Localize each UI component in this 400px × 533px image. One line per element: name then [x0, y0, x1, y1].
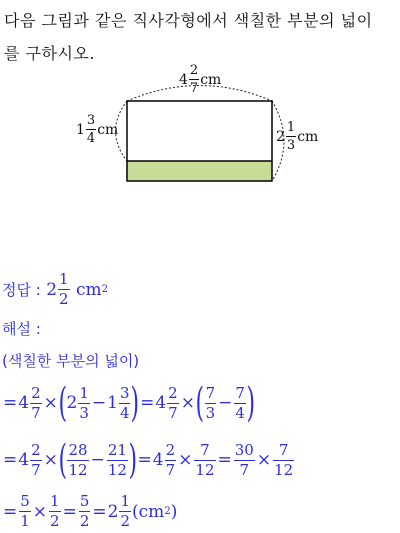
solution-step-2: = 4 $\frac{2}{7}$ × ( $\frac{28}{12}$ − $\frac{21}{12}$ ) = 4 $\frac{2}{7}$ × $\frac{7}{12}$ = $\frac{30}{7}$ × $\frac{7}{12}$: [3, 437, 294, 483]
solution-heading: 해설 :: [2, 320, 41, 338]
solution-caption: (색칠한 부분의 넓이): [2, 352, 140, 370]
rectangle-figure: [0, 0, 400, 200]
solution-step-3: = $\frac{5}{1}$ × $\frac{1}{2}$ = $\frac{5}{2}$ = 2 $\frac{1}{2}$ ( cm 2 ): [3, 492, 178, 530]
top-length-label: 4 $\frac{2}{7}$ cm: [179, 63, 222, 96]
question-line-2: 를 구하시오.: [4, 44, 95, 63]
left-length-label: 1 $\frac{3}{4}$ cm: [76, 113, 119, 146]
shaded-region: [127, 161, 272, 181]
answer-label: 정답 :: [2, 281, 41, 299]
solution-step-1: = 4 $\frac{2}{7}$ × ( 2 $\frac{1}{3}$ − 1 $\frac{3}{4}$ ) = 4 $\frac{2}{7}$ × ( $\frac{7}{3}$ − $\frac{7}{4}$ ): [3, 380, 256, 426]
question-line-1: 다음 그림과 같은 직사각형에서 색칠한 부분의 넓이: [4, 11, 373, 30]
right-length-label: 2 $\frac{1}{3}$ cm: [276, 120, 319, 153]
answer-line: 정답 : 2 $\frac{1}{2}$ cm 2: [2, 270, 109, 308]
